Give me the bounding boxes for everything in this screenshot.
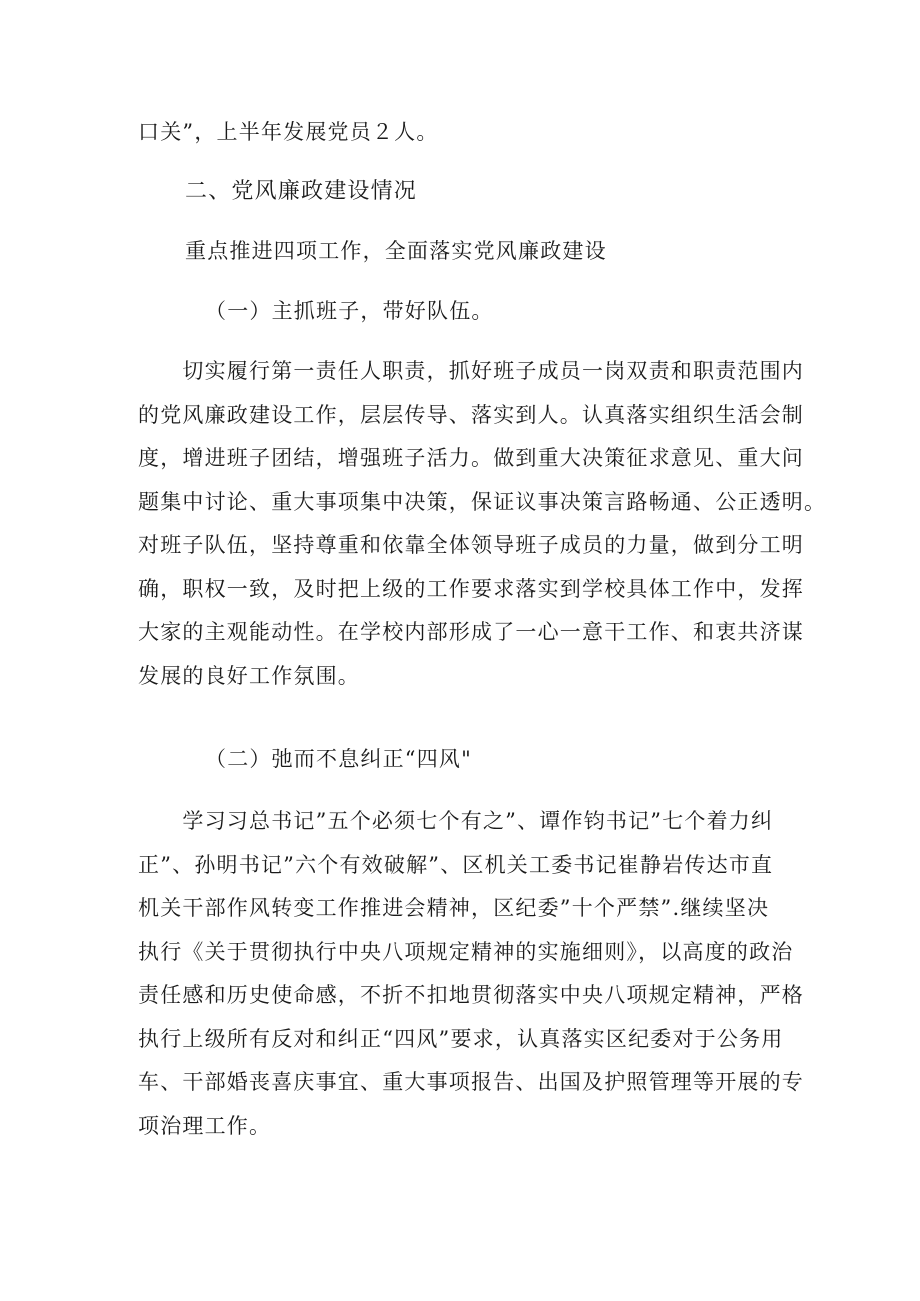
paragraph-line: 学习习总书记”五个必须七个有之”、谭作钧书记”七个着力纠 — [138, 809, 774, 833]
paragraph-line: 大家的主观能动性。在学校内部形成了一心一意干工作、和衷共济谋 — [138, 620, 804, 644]
paragraph-line: 确，职权一致，及时把上级的工作要求落实到学校具体工作中，发挥 — [138, 576, 804, 601]
paragraph-line: 度，增进班子团结，增强班子活力。做到重大决策征求意见、重大问 — [138, 446, 804, 470]
paragraph-line: 发展的良好工作氛围。 — [138, 663, 360, 688]
section-intro: 重点推进四项工作，全面落实党风廉政建设 — [185, 239, 607, 263]
paragraph-line: 执行上级所有反对和纠正“四风”要求，认真落实区纪委对于公务用 — [138, 1026, 784, 1051]
paragraph-line: 车、干部婚丧喜庆事宜、重大事项报告、出国及护照管理等开展的专 — [138, 1070, 804, 1094]
paragraph-line: 责任感和历史使命感，不折不扣地贯彻落实中央八项规定精神，严格 — [138, 983, 804, 1007]
lead-line: 口关”，上半年发展党员２人。 — [138, 120, 439, 144]
paragraph-line: 执行《关于贯彻执行中央八项规定精神的实施细则》，以高度的政治 — [138, 939, 794, 964]
section-heading: 二、党风廉政建设情况 — [185, 179, 418, 204]
paragraph-line: 对班子队伍，坚持尊重和依靠全体领导班子成员的力量，做到分工明 — [138, 533, 804, 557]
paragraph-line: 题集中讨论、重大事项集中决策，保证议事决策言路畅通、公正透明。 — [138, 489, 827, 514]
subsection-2-heading: （二）弛而不息纠正“四风" — [205, 747, 472, 771]
paragraph-line: 正”、孙明书记”六个有效破解”、区机关工委书记崔静岩传达市直 — [138, 852, 774, 877]
subsection-1-heading: （一）主抓班子，带好队伍。 — [205, 299, 494, 323]
paragraph-line: 切实履行第一责任人职责，抓好班子成员一岗双责和职责范围内 — [138, 359, 804, 383]
paragraph-line: 机关干部作风转变工作推进会精神，区纪委”十个严禁”.继续坚决 — [138, 896, 770, 920]
paragraph-1 — [138, 350, 827, 698]
paragraph-line: 项治理工作。 — [138, 1113, 272, 1138]
paragraph-line: 的党风廉政建设工作，层层传导、落实到人。认真落实组织生活会制 — [138, 402, 804, 427]
paragraph-2 — [138, 800, 804, 1148]
